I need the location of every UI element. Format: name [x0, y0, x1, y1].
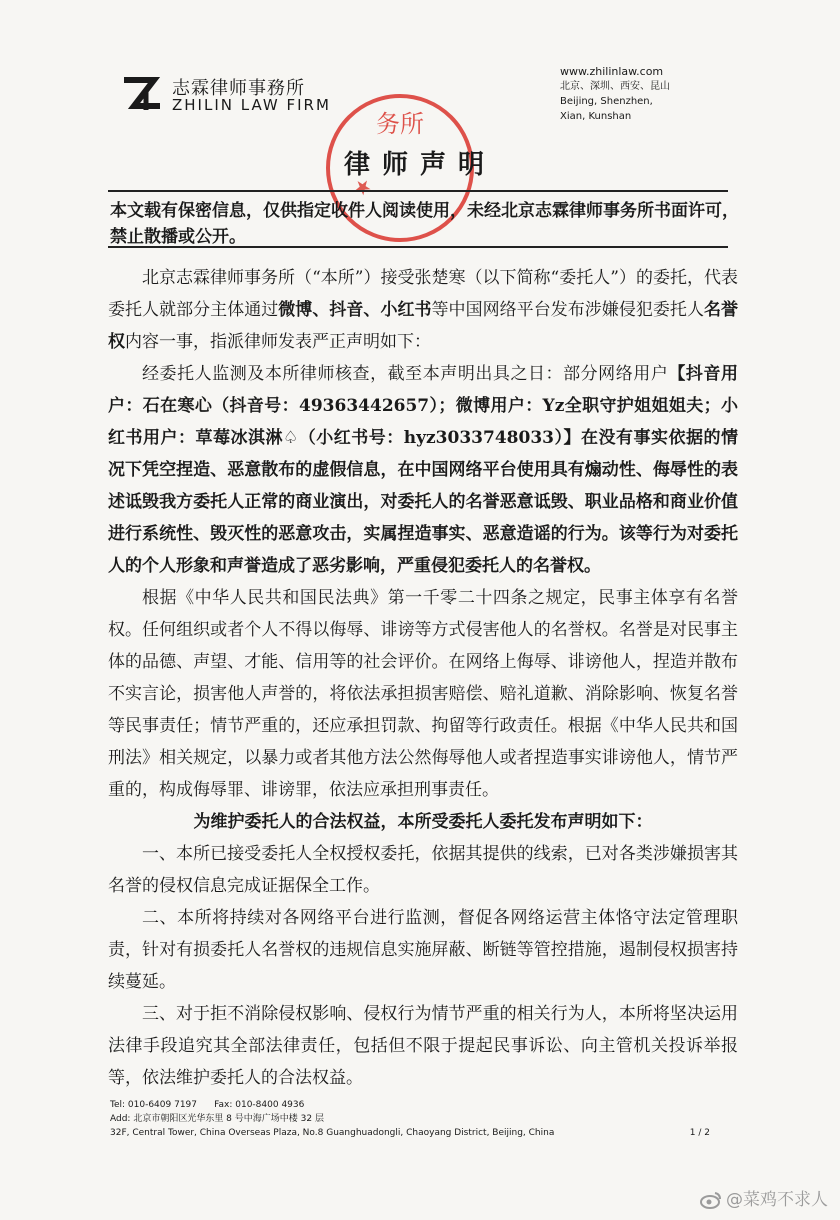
- footer-address-en: 32F, Central Tower, China Overseas Plaza, No.8 Guanghuadongli, Chaoyang District, Beijing, China: [110, 1128, 555, 1138]
- footer-fax: Fax: 010-8400 4936: [214, 1100, 305, 1110]
- firm-logo-icon: [120, 76, 164, 114]
- item-3: 三、对于拒不消除侵权影响、侵权行为情节严重的相关行为人，本所将坚决运用法律手段追究其全部法律责任，包括但不限于提起民事诉讼、向主管机关投诉举报等，依法维护委托人的合法权益。: [108, 1004, 738, 1088]
- cities-cn: 北京、深圳、西安、昆山: [560, 81, 670, 92]
- logo-en-text: ZHILIN LAW FIRM: [172, 96, 331, 114]
- item-2: 二、本所将持续对各网络平台进行监测，督促各网络运营主体恪守法定管理职责，针对有损委托人名誉权的违规信息实施屏蔽、断链等管控措施，遏制侵权损害持续蔓延。: [108, 908, 738, 992]
- confidential-notice: 本文载有保密信息，仅供指定收件人阅读使用，未经北京志霖律师事务所书面许可，禁止散播或公开。: [110, 201, 739, 247]
- paragraph-law: 根据《中华人民共和国民法典》第一千零二十四条之规定，民事主体享有名誉权。任何组织或者个人不得以侮辱、诽谤等方式侵害他人的名誉权。名誉是对民事主体的品德、声望、才能、信用等的社会评价。在网络上侮辱、诽谤他人，捏造并散布不实言论，损害他人声誉的，将依法承担损害赔偿、赔礼道歉、消除影响、恢复名誉等民事责任；情节严重的，还应承担罚款、拘留等行政责任。根据《中华人民共和国刑法》相关规定，以暴力或者其他方法公然侮辱他人或者捏造事实诽谤他人，情节严重的，构成侮辱罪、诽谤罪，依法应承担刑事责任。: [108, 588, 738, 800]
- weibo-watermark: [700, 1185, 828, 1210]
- document-footer: [110, 1098, 710, 1140]
- spade-icon: ♤: [283, 428, 299, 448]
- svg-text:★: ★: [347, 171, 377, 202]
- seal-text: 务所: [376, 110, 424, 138]
- rule-bottom: [108, 246, 728, 248]
- firm-contact: [560, 64, 680, 124]
- item-1: 一、本所已接受委托人全权授权委托，依据其提供的线索，已对各类涉嫌损害其名誉的侵权信息完成证据保全工作。: [108, 844, 738, 896]
- paragraph-facts: [108, 358, 738, 582]
- paragraph-intro: [108, 262, 738, 358]
- para1-c: 等中国网络平台发布涉嫌侵犯委托人: [431, 300, 704, 320]
- watermark-text: @菜鸡不求人: [726, 1190, 828, 1210]
- para2-c: （小红书号：hyz3033748033）】在没有事实依据的情况下凭空捏造、恶意散布的虚假信息，在中国网络平台使用具有煽动性、侮辱性的表述诋毁我方委托人正常的商业演出，对委托人的名誉恶意诋毁、职业品格和商业价值进行系统性、毁灭性的恶意攻击，实属捏造事实、恶意造谣的行为。该等行为对委托人的个人形象和声誉造成了恶劣影响，严重侵犯委托人的名誉权。: [108, 428, 738, 576]
- cities-en: Beijing, Shenzhen, Xian, Kunshan: [560, 96, 653, 122]
- paragraph-declaration: 为维护委托人的合法权益，本所受委托人委托发布声明如下：: [193, 812, 653, 832]
- rule-top: [108, 190, 728, 192]
- infringing-users: 【抖音用户：石在寒心（抖音号：49363442657）；微博用户：Yz全职守护姐姐姐夫；小红书用户：草莓冰淇淋: [108, 364, 739, 448]
- page-title: 律师声明: [343, 150, 496, 180]
- page-number: 1 / 2: [689, 1128, 710, 1138]
- footer-address-cn: Add: 北京市朝阳区光华东里 8 号中海广场中楼 32 层: [110, 1114, 324, 1124]
- platforms: 微博、抖音、小红书: [278, 300, 432, 320]
- para1-e: 内容一事，指派律师发表严正声明如下：: [125, 332, 431, 352]
- footer-tel: Tel: 010-6409 7197: [110, 1100, 197, 1110]
- para2-a: 经委托人监测及本所律师核查，截至本声明出具之日：部分网络用户: [142, 364, 669, 384]
- right-name: 名誉权: [108, 300, 739, 352]
- website: www.zhilinlaw.com: [560, 65, 664, 78]
- statement-body: [108, 262, 738, 1094]
- logo-cn-text: 志霖律师事務所: [172, 78, 305, 99]
- weibo-icon: [700, 1191, 722, 1209]
- para1-a: 北京志霖律师事务所（“本所”）接受张楚寒（以下简称“委托人”）的委托，代表委托人就部分主体通过: [108, 268, 738, 320]
